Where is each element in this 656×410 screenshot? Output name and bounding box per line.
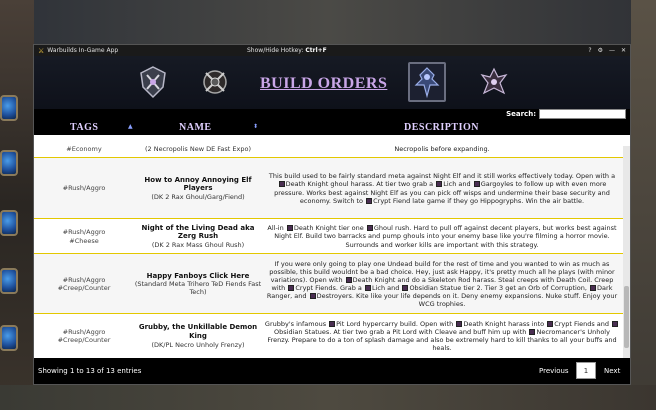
sort-asc-icon[interactable]: ▲ [128, 123, 133, 130]
row-build-name[interactable]: Grubby, the Unkillable Demon King [138, 323, 258, 340]
close-button[interactable]: ✕ [620, 47, 626, 54]
orc-emblem-icon[interactable] [196, 62, 234, 102]
game-ability-icon [0, 325, 18, 351]
scrollbar-thumb[interactable] [624, 286, 629, 348]
row-description: Necropolis before expanding. [394, 146, 490, 153]
next-page-button[interactable]: Next [604, 367, 621, 375]
game-ability-icon [0, 268, 18, 294]
undead-emblem-icon[interactable] [408, 62, 446, 102]
row-subtitle: (DK 2 Rax Ghoul/Garg/Fiend) [151, 193, 245, 202]
death-knight-icon [279, 181, 285, 187]
destroyer-icon [310, 293, 316, 299]
row-tag: #Creep/Counter [57, 284, 111, 292]
gear-icon[interactable]: ⚙ [597, 47, 603, 54]
title-bar[interactable] [34, 45, 630, 56]
row-subtitle: (DK/PL Necro Unholy Frenzy) [151, 340, 245, 349]
row-tag: #Rush/Aggro [62, 275, 106, 284]
previous-page-button[interactable]: Previous [539, 367, 569, 375]
row-description: If you were only going to play one Undead build for the rest of time and you wanted to win as much as possible, this build wouldnt be a bad choice. Hey, just ask Happy, it's pretty much all he plays (with minor variations). Open with Death Knight and do a Skeleton Rod harass. Steal creeps with Death Coil. Creep with Crypt Fiends. Grab a Lich and Obsidian Statue tier 2. Tier 3 get an Orb of Corruption, Dark Ranger, and Destroyers. Kite like your life depends on it. Deny enemy expansions. Nuke stuff. Enjoy your WCG trophies. [266, 259, 618, 309]
lich-icon [436, 181, 442, 187]
row-tag: #Economy [66, 146, 102, 153]
page-1-button[interactable]: 1 [576, 362, 596, 379]
entries-info: Showing 1 to 13 of 13 entries [38, 367, 142, 375]
table-row[interactable] [34, 158, 625, 219]
obsidian-statue-icon [612, 321, 618, 327]
ghoul-icon [367, 225, 373, 231]
human-emblem-icon[interactable] [134, 62, 172, 102]
table-scrollbar[interactable] [623, 146, 630, 360]
hotkey-hint: Show/Hide Hotkey: Ctrl+F [247, 47, 327, 54]
search-label: Search: [506, 110, 536, 118]
row-subtitle: (2 Necropolis New DE Fast Expo) [145, 146, 251, 153]
obsidian-statue-icon [402, 285, 408, 291]
app-logo-icon: ⚔ [38, 46, 45, 55]
row-tag: #Rush/Aggro [62, 327, 106, 336]
row-tag: #Rush/Aggro [62, 184, 106, 193]
table-row[interactable] [34, 146, 625, 158]
row-build-name[interactable]: How to Annoy Annoying Elf Players [144, 175, 252, 193]
row-subtitle: (DK 2 Rax Mass Ghoul Rush) [151, 241, 245, 250]
minimize-button[interactable]: — [608, 47, 615, 54]
game-background-bottom [0, 385, 656, 410]
table-header [34, 109, 630, 135]
game-background-top [0, 0, 656, 44]
crypt-fiend-icon [288, 285, 294, 291]
window-title: Warbuilds In-Game App [47, 47, 119, 54]
row-tag: #Cheese [69, 236, 99, 245]
row-tag: #Creep/Counter [57, 336, 111, 344]
name-column-header[interactable]: NAME [179, 122, 212, 133]
banner [34, 56, 630, 109]
row-subtitle: (Standard Meta Trihero TeD Fiends Fast Tech) [134, 280, 262, 297]
game-ability-icon [0, 150, 18, 176]
death-knight-icon [346, 277, 352, 283]
row-build-name[interactable]: Night of the Living Dead aka Zerg Rush [141, 223, 255, 241]
table-row[interactable] [34, 254, 625, 314]
death-knight-icon [287, 225, 293, 231]
row-build-name[interactable]: Happy Fanboys Click Here [146, 271, 250, 280]
dark-ranger-icon [590, 285, 596, 291]
nightelf-emblem-icon[interactable] [475, 62, 513, 102]
table-footer [34, 358, 631, 384]
row-tag: #Rush/Aggro [62, 228, 106, 237]
page-title: BUILD ORDERS [260, 75, 388, 92]
table-row[interactable] [34, 219, 625, 254]
search-input[interactable] [539, 109, 626, 119]
necromancer-icon [529, 329, 535, 335]
row-description: Grubby's infamous Pit Lord hypercarry build. Open with Death Knight harass into Crypt Fiends and Obsidian Statues. At tier two grab a Pit Lord with Cleave and buff him up with Necromancer's Unholy Frenzy. Prepare to do a ton of splash damage and also be extremely hard to kill thanks to all your buffs and heals. [264, 319, 617, 353]
app-window [33, 44, 631, 385]
help-button[interactable]: ? [588, 47, 592, 54]
crypt-fiend-icon [547, 321, 553, 327]
game-ability-icon [0, 210, 18, 236]
build-orders-table [34, 146, 625, 360]
sort-both-icon[interactable]: ⬍ [253, 123, 259, 130]
game-ability-icon [0, 95, 18, 121]
game-background-right [631, 0, 656, 410]
death-knight-icon [456, 321, 462, 327]
pit-lord-icon [329, 321, 335, 327]
row-description: This build used to be fairly standard meta against Night Elf and it still works effectively today. Open with a Death Knight ghoul harass. At tier two grab a Lich and Gargoyles to follow up with even more pressure. Works best against Night Elf as you can pick off wisps and undermine their base security and economy. Switch to Crypt Fiend late game if they go Hippogryphs. Win the air battle. [268, 172, 616, 205]
description-column-header[interactable]: DESCRIPTION [404, 122, 479, 133]
tags-column-header[interactable]: TAGS [70, 122, 99, 133]
crypt-fiend-icon [366, 198, 372, 204]
row-description: All-in Death Knight tier one Ghoul rush. Hard to pull off against decent players, but works best against Night Elf. Build two barracks and pump ghouls into your enemy base like you're filming a horror movie. Surrounds and worker kills are important with this strategy. [267, 224, 617, 249]
lich-icon [365, 285, 371, 291]
table-row[interactable] [34, 314, 625, 358]
gargoyle-icon [474, 181, 480, 187]
